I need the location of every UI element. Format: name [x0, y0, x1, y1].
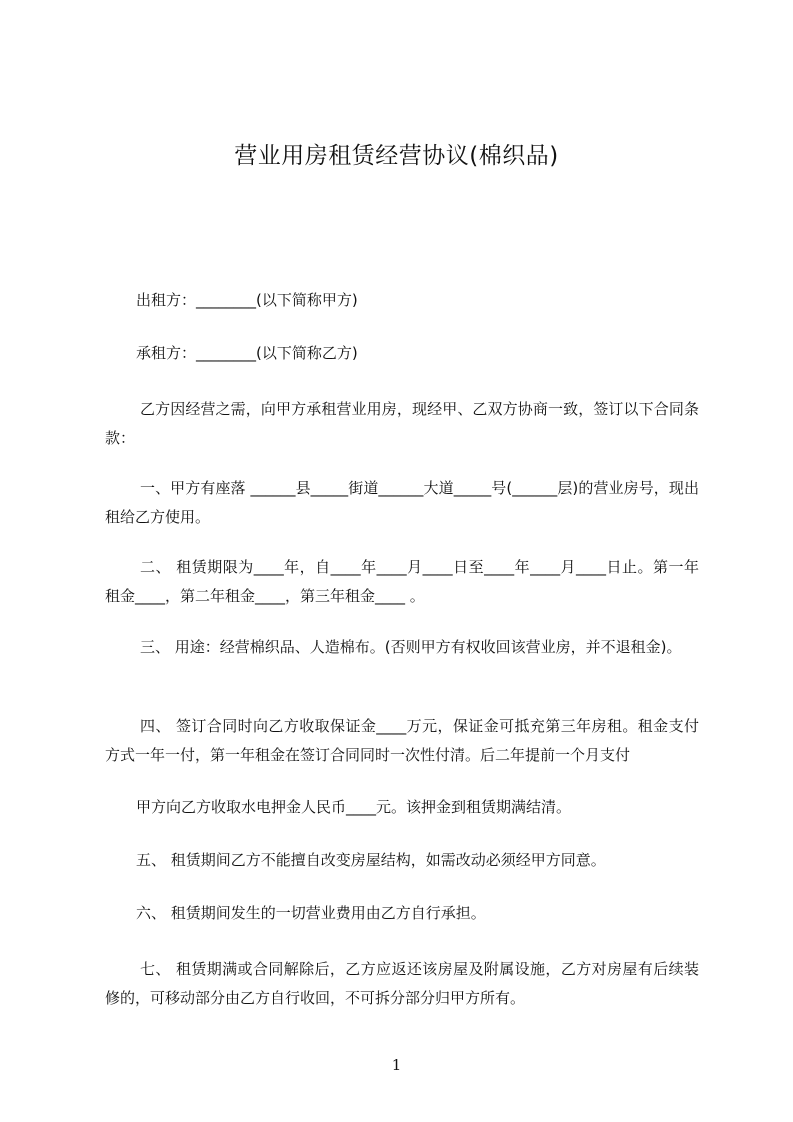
- paragraph-clause-5: 五、 租赁期间乙方不能擅自改变房屋结构，如需改动必须经甲方同意。: [136, 851, 606, 869]
- paragraph-clause-7: 七、 租赁期满或合同解除后，乙方应返还该房屋及附属设施，乙方对房屋有后续装修的，可移动部分由乙方自行收回，不可拆分部分归甲方所有。: [105, 960, 699, 1007]
- paragraph-clause-4: 四、 签订合同时向乙方收取保证金____万元，保证金可抵充第三年房租。租金支付方式一年一付，第一年租金在签订合同同时一次性付清。后二年提前一个月支付: [105, 717, 699, 764]
- paragraph-clause-6: 六、 租赁期间发生的一切营业费用由乙方自行承担。: [136, 904, 486, 922]
- page-number: 1: [391, 1056, 402, 1074]
- paragraph-clause-2: 二、 租赁期限为____年，自____年____月____日至____年____月____日止。第一年租金____，第二年租金____，第三年租金____ 。: [105, 558, 699, 605]
- paragraph-clause-3: 三、 用途：经营棉织品、人造棉布。(否则甲方有权收回该营业房，并不退租金)。: [140, 638, 682, 656]
- paragraph-clause-1: 一、甲方有座落 ______县_____街道______大道_____号(______层)的营业房号，现出租给乙方使用。: [105, 479, 699, 526]
- document-title: 营业用房租赁经营协议(棉织品): [234, 143, 559, 169]
- paragraph-lessee: 承租方：________(以下简称乙方): [136, 344, 358, 362]
- paragraph-deposit: 甲方向乙方收取水电押金人民币____元。该押金到租赁期满结清。: [136, 798, 572, 816]
- paragraph-intro: 乙方因经营之需，向甲方承租营业用房，现经甲、乙双方协商一致，签订以下合同条款：: [105, 400, 699, 447]
- paragraph-lessor: 出租方：________(以下简称甲方): [136, 291, 358, 309]
